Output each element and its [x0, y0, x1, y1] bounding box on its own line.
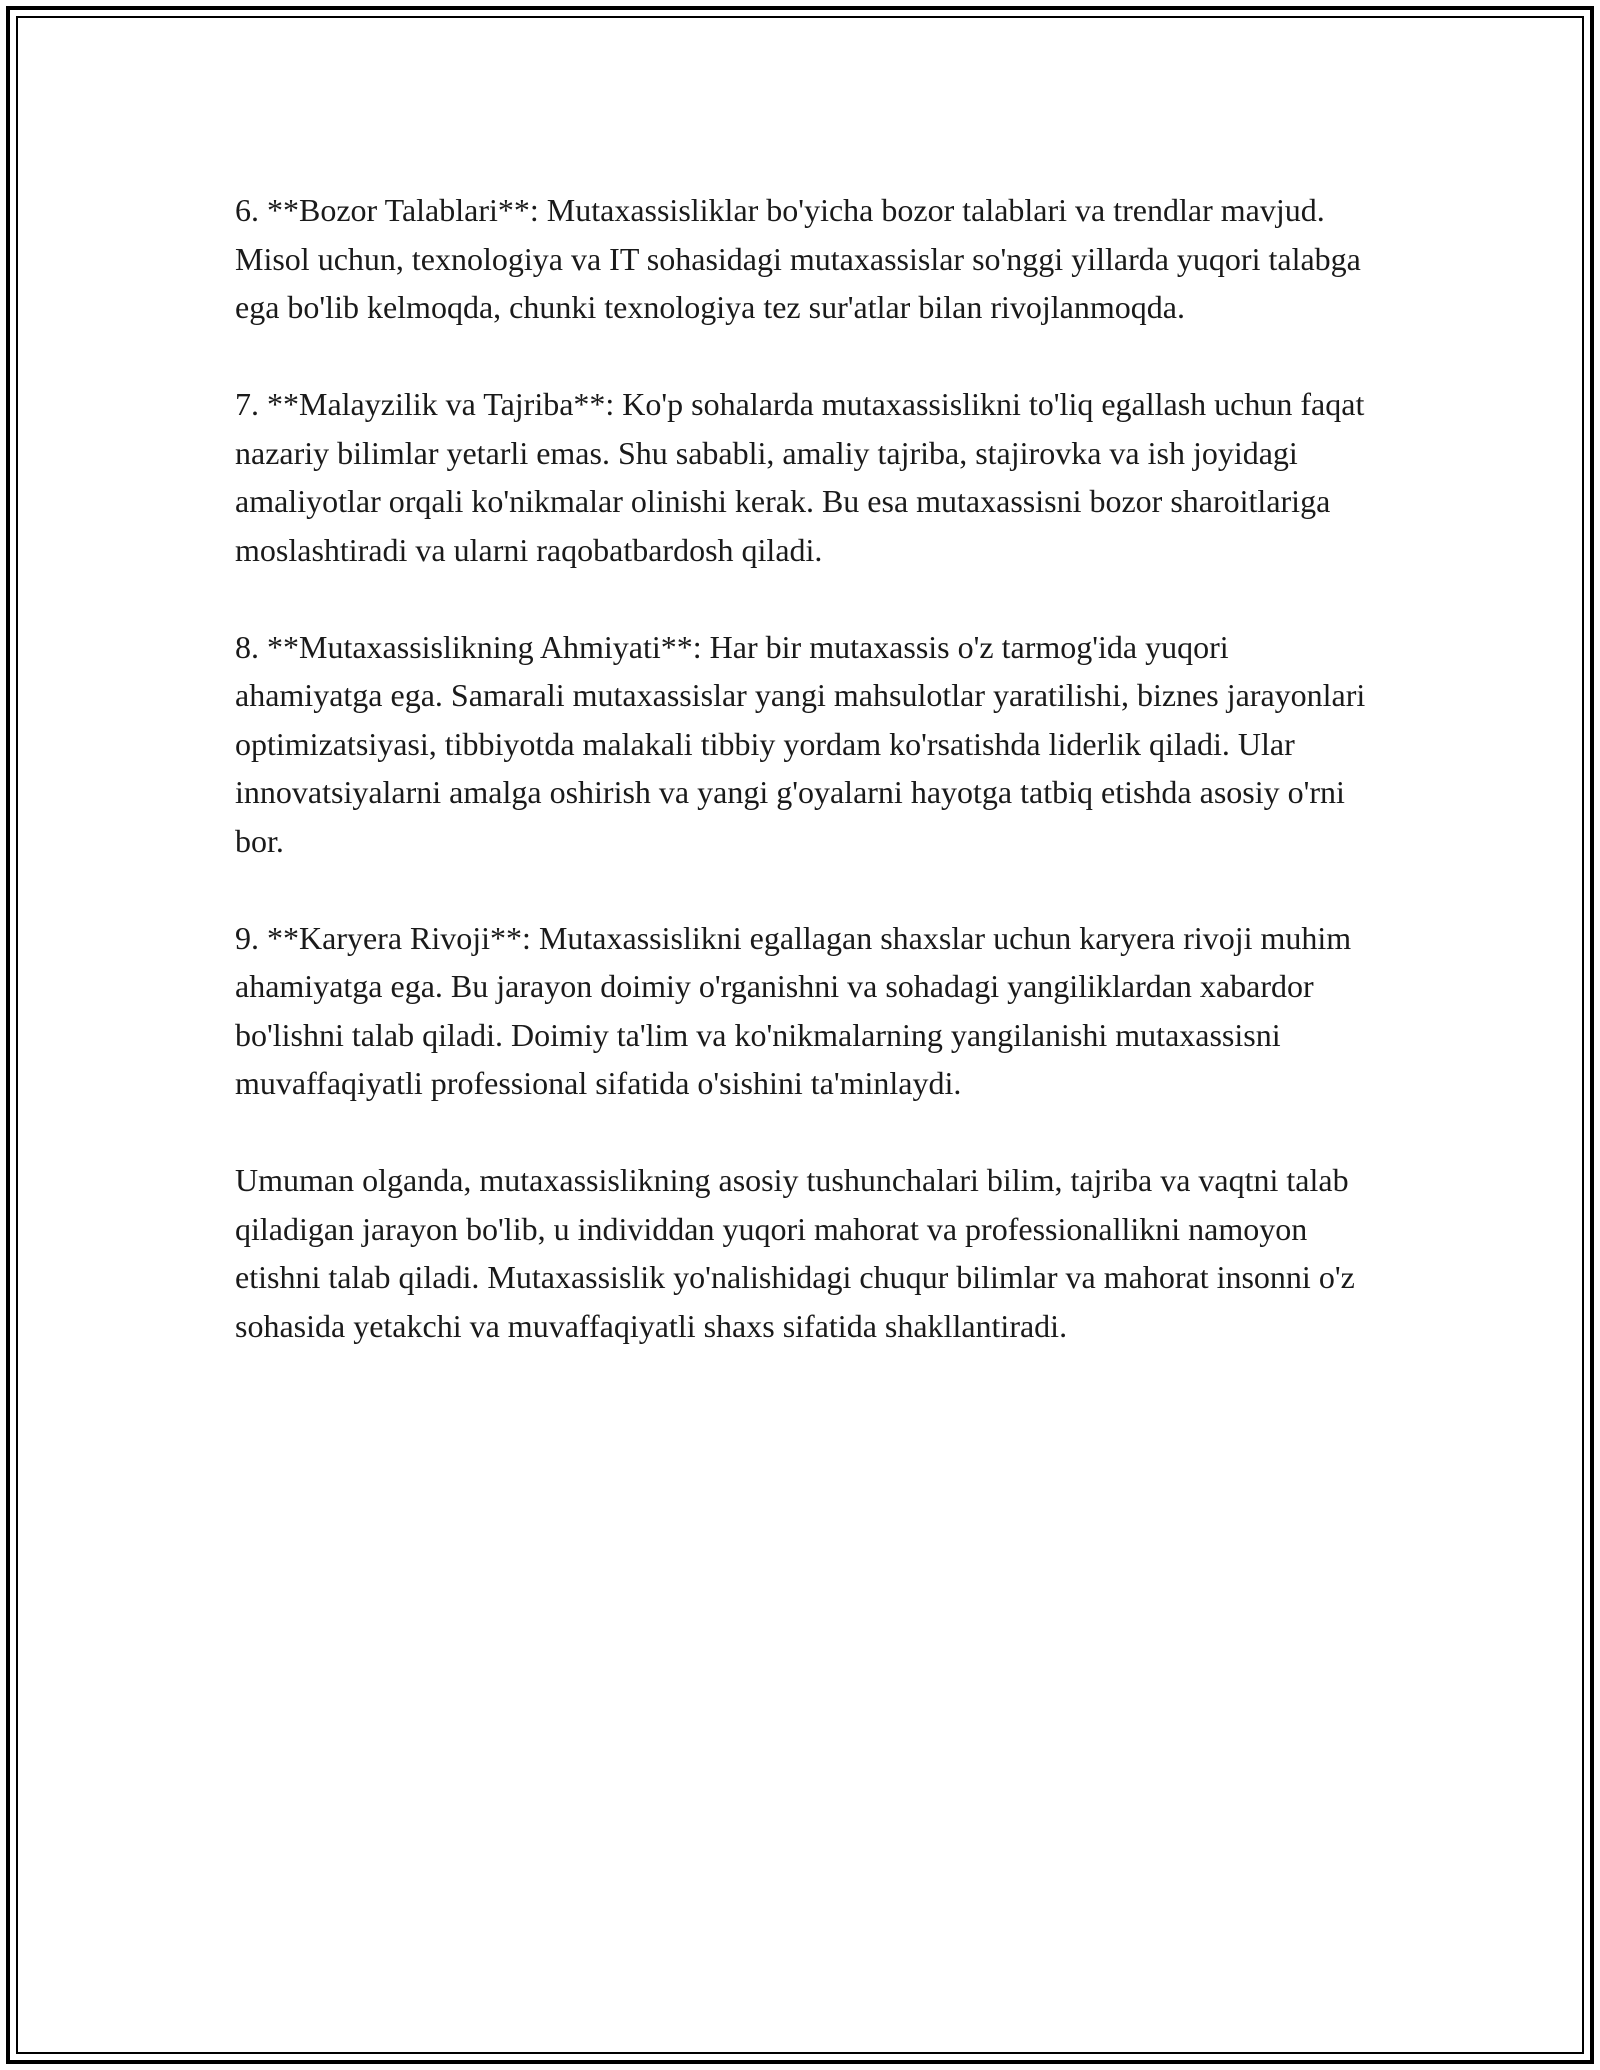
paragraph-mutaxassislikning-ahmiyati: 8. **Mutaxassislikning Ahmiyati**: Har bir mutaxassis o'z tarmog'ida yuqori ahamiyatga ega. Samarali mutaxassislar yangi mahsulotlar yaratilishi, biznes jarayonlari optimizatsiyasi, tibbiyotda malakali tibbiy yordam ko'rsatishda liderlik qiladi. Ular innovatsiyalarni amalga oshirish va yangi g'oyalarni hayotga tatbiq etishda asosiy o'rni bor. [235, 628, 1366, 859]
paragraph-karyera-rivoji: 9. **Karyera Rivoji**: Mutaxassislikni egallagan shaxslar uchun karyera rivoji muhim ahamiyatga ega. Bu jarayon doimiy o'rganishni va sohadagi yangiliklardan xabardor bo'lishni talab qiladi. Doimiy ta'lim va ko'nikmalarning yangilanishi mutaxassisni muvaffaqiyatli professional sifatida o'sishini ta'minlaydi. [235, 919, 1352, 1101]
document-body [235, 186, 1375, 1399]
paragraph-malayzilik-va-tajriba: 7. **Malayzilik va Tajriba**: Ko'p sohalarda mutaxassislikni to'liq egallash uchun faqat nazariy bilimlar yetarli emas. Shu sababli, amaliy tajriba, stajirovka va ish joyidagi amaliyotlar orqali ko'nikmalar olinishi kerak. Bu esa mutaxassisni bozor sharoitlariga moslashtiradi va ularni raqobatbardosh qiladi. [235, 386, 1365, 568]
paragraph-conclusion: Umuman olganda, mutaxassislikning asosiy tushunchalari bilim, tajriba va vaqtni talab qiladigan jarayon bo'lib, u individdan yuqori mahorat va professionallikni namoyon etishni talab qiladi. Mutaxassislik yo'nalishidagi chuqur bilimlar va mahorat insonni o'z sohasida yetakchi va muvaffaqiyatli shaxs sifatida shakllantiradi. [235, 1162, 1355, 1344]
paragraph-bozor-talablari: 6. **Bozor Talablari**: Mutaxassisliklar bo'yicha bozor talablari va trendlar mavjud. Misol uchun, texnologiya va IT sohasidagi mutaxassislar so'nggi yillarda yuqori talabga ega bo'lib kelmoqda, chunki texnologiya tez sur'atlar bilan rivojlanmoqda. [235, 192, 1361, 325]
